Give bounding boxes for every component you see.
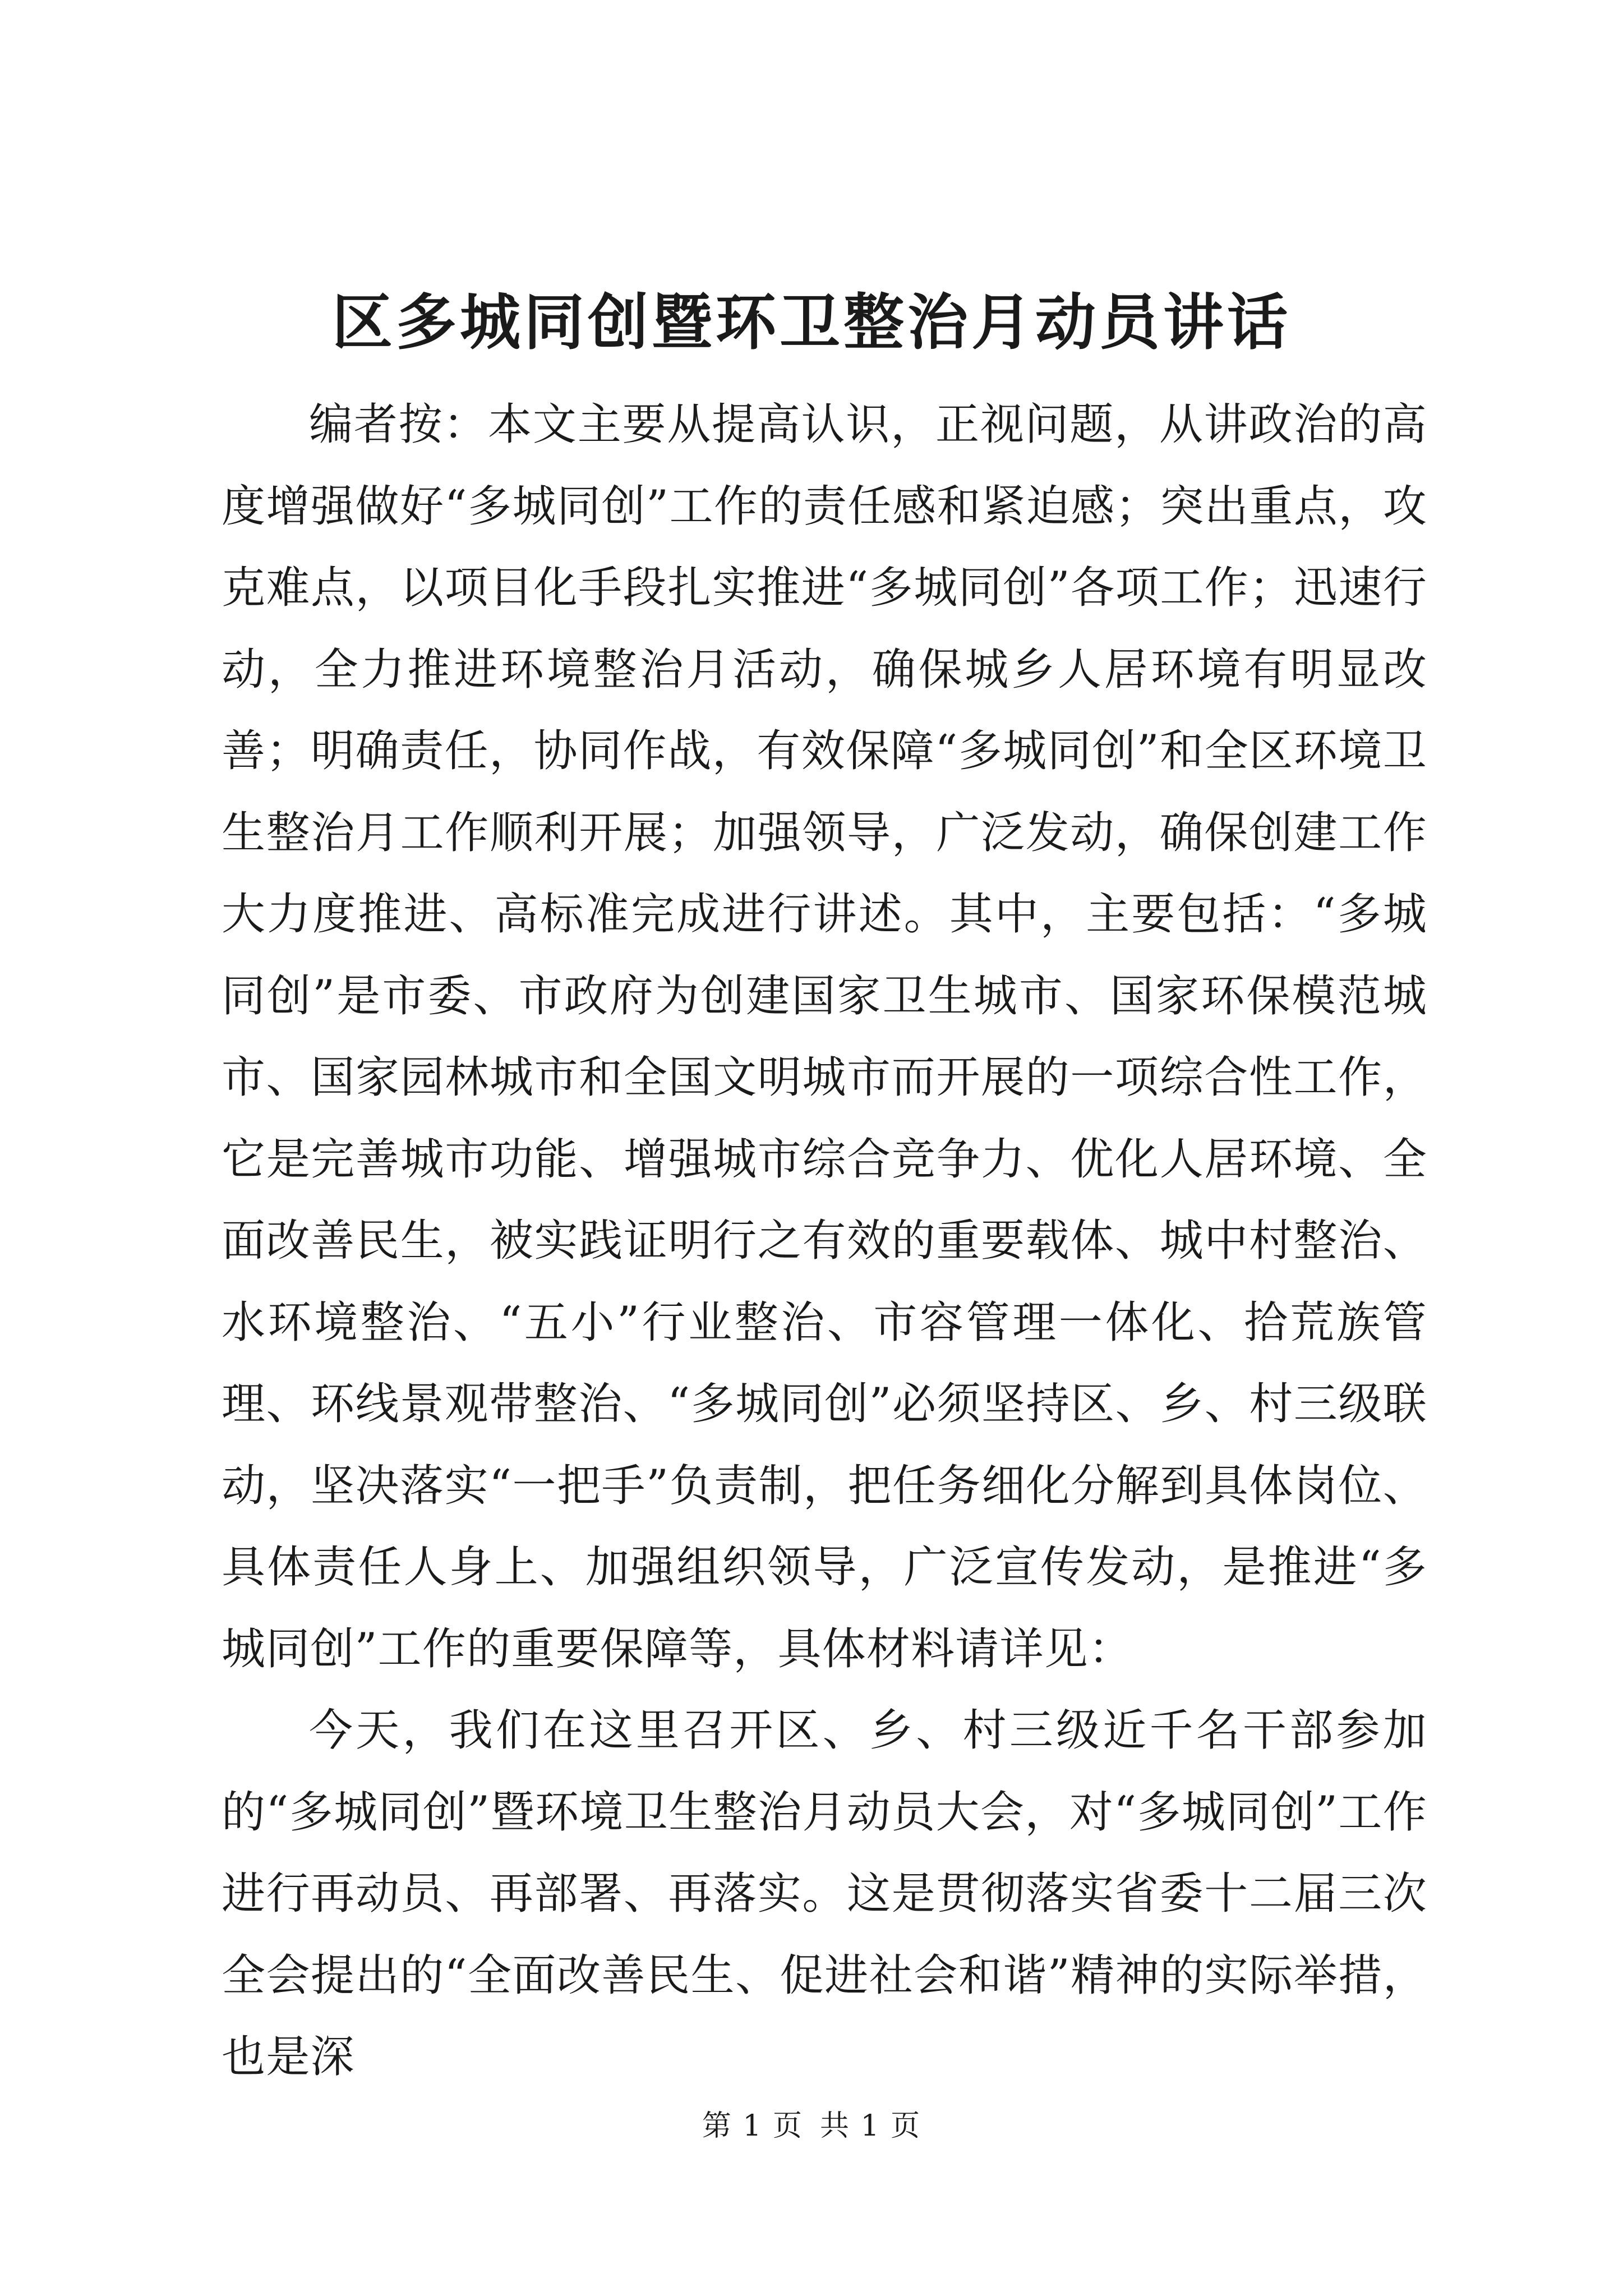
speech-paragraph: 今天，我们在这里召开区、乡、村三级近千名干部参加的“多城同创”暨环境卫生整治月动员大会，对“多城同创”工作进行再动员、再部署、再落实。这是贯彻落实省委十二届三次全会提出的“全面改善民生、促进社会和谐”精神的实际举措，也是深 <box>222 1705 1427 2082</box>
document-body <box>222 384 1427 2099</box>
document-title: 区多城同创暨环卫整治月动员讲话 <box>331 287 1291 358</box>
page-number-current: 第 1 页 <box>702 2109 803 2143</box>
page-number-total: 共 1 页 <box>820 2109 921 2143</box>
editor-note-paragraph: 编者按：本文主要从提高认识，正视问题，从讲政治的高度增强做好“多城同创”工作的责任感和紧迫感；突出重点，攻克难点，以项目化手段扎实推进“多城同创”各项工作；迅速行动，全力推进环境整治月活动，确保城乡人居环境有明显改善；明确责任，协同作战，有效保障“多城同创”和全区环境卫生整治月工作顺利开展；加强领导，广泛发动，确保创建工作大力度推进、高标准完成进行讲述。其中，主要包括：“多城同创”是市委、市政府为创建国家卫生城市、国家环保模范城市、国家园林城市和全国文明城市而开展的一项综合性工作，它是完善城市功能、增强城市综合竞争力、优化人居环境、全面改善民生，被实践证明行之有效的重要载体、城中村整治、水环境整治、“五小”行业整治、市容管理一体化、拾荒族管理、环线景观带整治、“多城同创”必须坚持区、乡、村三级联动，坚决落实“一把手”负责制，把任务细化分解到具体岗位、具体责任人身上、加强组织领导，广泛宣传发动，是推进“多城同创”工作的重要保障等，具体材料请详见： <box>222 399 1427 1674</box>
page-footer <box>0 2106 1623 2146</box>
